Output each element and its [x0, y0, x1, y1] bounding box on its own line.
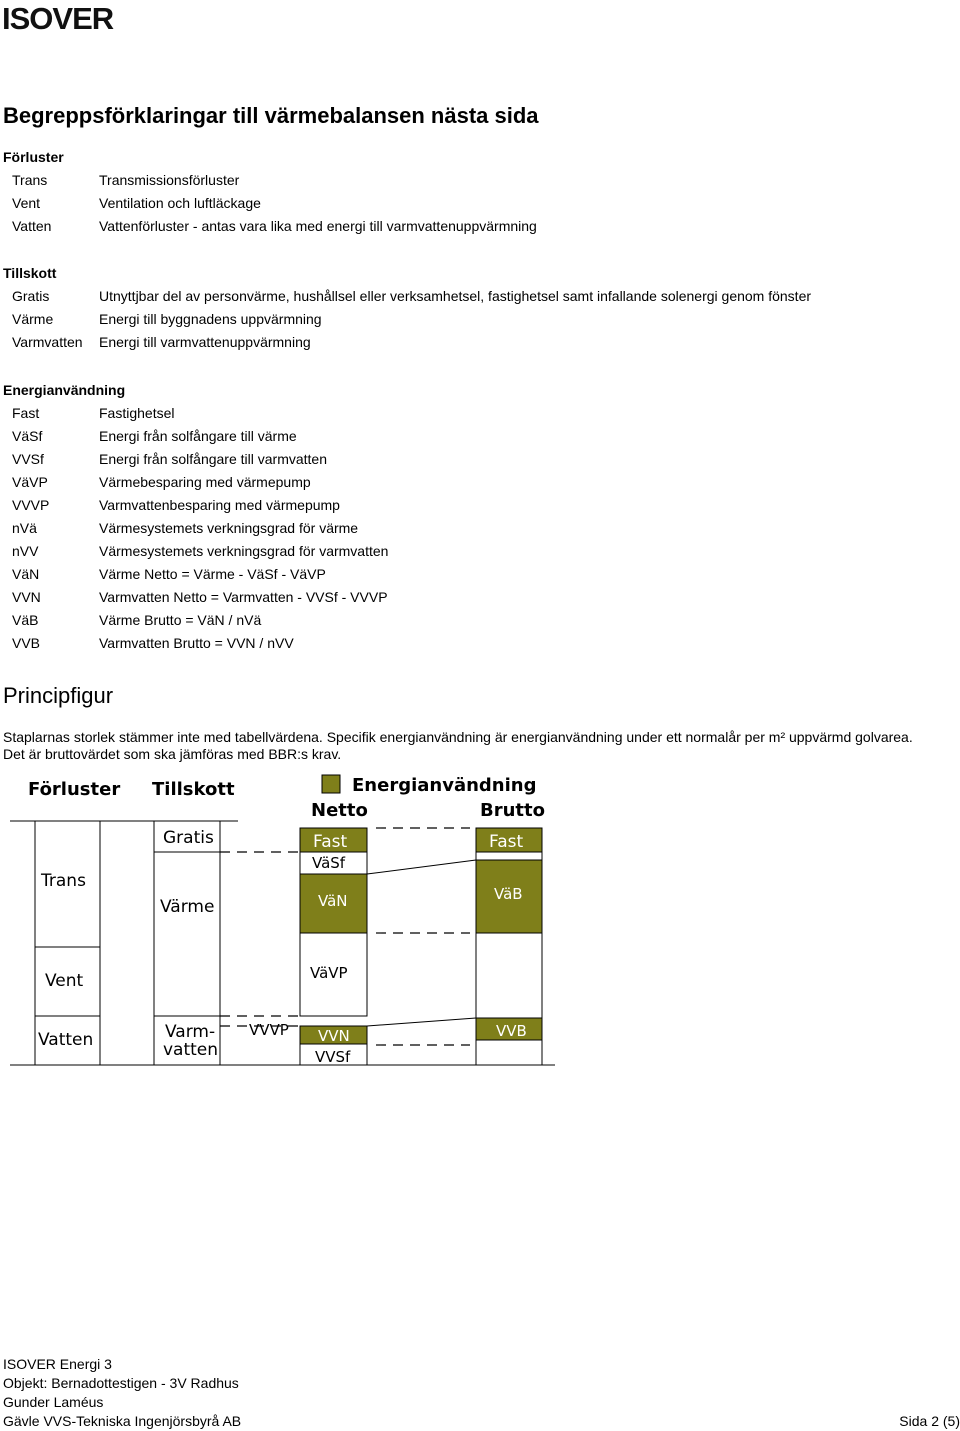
description: Energi till varmvattenuppvärmning [99, 334, 311, 350]
label-net-van: VäN [318, 892, 348, 910]
term: Vatten [12, 218, 52, 234]
gross-gap-box [476, 852, 542, 860]
term: Varmvatten [12, 334, 83, 350]
section-additions [3, 262, 811, 354]
definition-row [3, 285, 811, 308]
description: Värmesystemets verkningsgrad för varmvatten [99, 543, 389, 559]
gross-empty-box [476, 933, 542, 1018]
term: VäSf [12, 428, 43, 444]
term: nVV [12, 543, 39, 559]
section-energy-use [3, 379, 388, 655]
label-gross-fast: Fast [489, 832, 524, 852]
term: Fast [12, 405, 40, 421]
footer-line: ISOVER Energi 3 [3, 1356, 112, 1372]
description: Transmissionsförluster [99, 172, 240, 188]
logo-text: ISOVER [2, 1, 114, 36]
footer-line: Objekt: Bernadottestigen - 3V Radhus [3, 1375, 239, 1391]
description: Fastighetsel [99, 405, 175, 421]
footer-line: Gävle VVS-Tekniska Ingenjörsbyrå AB [3, 1413, 242, 1429]
footer [3, 1355, 241, 1431]
principle-figure [0, 768, 560, 1073]
label-vent: Vent [45, 971, 84, 991]
legend-swatch [322, 775, 340, 793]
description: Varmvatten Netto = Varmvatten - VVSf - VVVP [99, 589, 388, 605]
connector-line [367, 860, 476, 874]
term: VVSf [12, 451, 44, 467]
term: VVB [12, 635, 41, 651]
definition-row [3, 494, 388, 517]
principle-heading: Principfigur [3, 683, 114, 708]
definition-row [3, 169, 537, 192]
description: Energi från solfångare till varmvatten [99, 451, 327, 467]
definition-row [3, 609, 388, 632]
definition-row [3, 517, 388, 540]
definition-row [3, 331, 811, 354]
definition-row [3, 402, 388, 425]
label-net-vavp: VäVP [310, 964, 348, 982]
header-energy: Energianvändning [352, 775, 537, 796]
description: Vattenförluster - antas vara lika med energi till varmvattenuppvärmning [99, 218, 537, 234]
term: nVä [12, 520, 37, 536]
footer-line: Gunder Laméus [3, 1394, 104, 1410]
label-free: Gratis [163, 828, 214, 848]
term: VVVP [12, 497, 50, 513]
description: Ventilation och luftläckage [99, 195, 261, 211]
header-gross: Brutto [480, 800, 545, 821]
label-heat: Värme [160, 897, 215, 917]
description: Värmesystemets verkningsgrad för värme [99, 520, 359, 536]
page-title: Begreppsförklaringar till värmebalansen nästa sida [3, 103, 539, 128]
label-net-vvvp: VVVP [249, 1021, 289, 1039]
figure-note: Staplarnas storlek stämmer inte med tabellvärdena. Specifik energianvändning är energianvändning under ett normalår per m² uppvärmd golvarea. Det är bruttovärdet som ska jämföras med BBR:s krav. [3, 729, 913, 762]
description: Utnyttjbar del av personvärme, hushållsel eller verksamhetsel, fastighetsel samt infallande solenergi genom fönster [99, 288, 812, 304]
label-gross-vvb: VVB [496, 1022, 527, 1040]
section-heading: Förluster [3, 149, 64, 165]
label-gross-vab: VäB [494, 885, 523, 903]
label-hot-water-line2: vatten [163, 1040, 219, 1060]
label-net-vvsf: VVSf [315, 1048, 351, 1066]
description: Varmvattenbesparing med värmepump [99, 497, 340, 513]
definition-row [3, 632, 388, 655]
definition-row [3, 425, 388, 448]
isover-logo [2, 1, 122, 36]
header-additions: Tillskott [152, 779, 235, 800]
label-net-fast: Fast [313, 832, 348, 852]
header-losses: Förluster [28, 779, 121, 800]
connector-line [367, 1018, 476, 1026]
description: Värmebesparing med värmepump [99, 474, 311, 490]
page-number: Sida 2 (5) [899, 1413, 960, 1429]
term: VäB [12, 612, 39, 628]
term: Trans [12, 172, 48, 188]
description: Varmvatten Brutto = VVN / nVV [99, 635, 294, 651]
gross-empty-box [476, 1040, 542, 1065]
term: Värme [12, 311, 54, 327]
term: VäVP [12, 474, 48, 490]
description: Värme Netto = Värme - VäSf - VäVP [99, 566, 326, 582]
term: VäN [12, 566, 40, 582]
definition-row [3, 540, 388, 563]
definition-row [3, 308, 811, 331]
description: Energi till byggnadens uppvärmning [99, 311, 322, 327]
description: Värme Brutto = VäN / nVä [99, 612, 262, 628]
label-hot-water-line1: Varm- [165, 1022, 216, 1042]
definition-row [3, 586, 388, 609]
term: Vent [12, 195, 41, 211]
definition-row [3, 215, 537, 238]
label-trans: Trans [41, 871, 86, 891]
term: Gratis [12, 288, 50, 304]
definition-row [3, 471, 388, 494]
definition-row [3, 563, 388, 586]
term: VVN [12, 589, 41, 605]
section-losses [3, 146, 537, 238]
section-heading: Energianvändning [3, 382, 126, 398]
definition-row [3, 192, 537, 215]
label-net-vvn: VVN [318, 1027, 350, 1045]
section-heading: Tillskott [3, 265, 57, 281]
header-net: Netto [311, 800, 368, 821]
description: Energi från solfångare till värme [99, 428, 297, 444]
definition-row [3, 448, 388, 471]
label-water: Vatten [38, 1030, 94, 1050]
label-net-vasf: VäSf [312, 854, 346, 872]
